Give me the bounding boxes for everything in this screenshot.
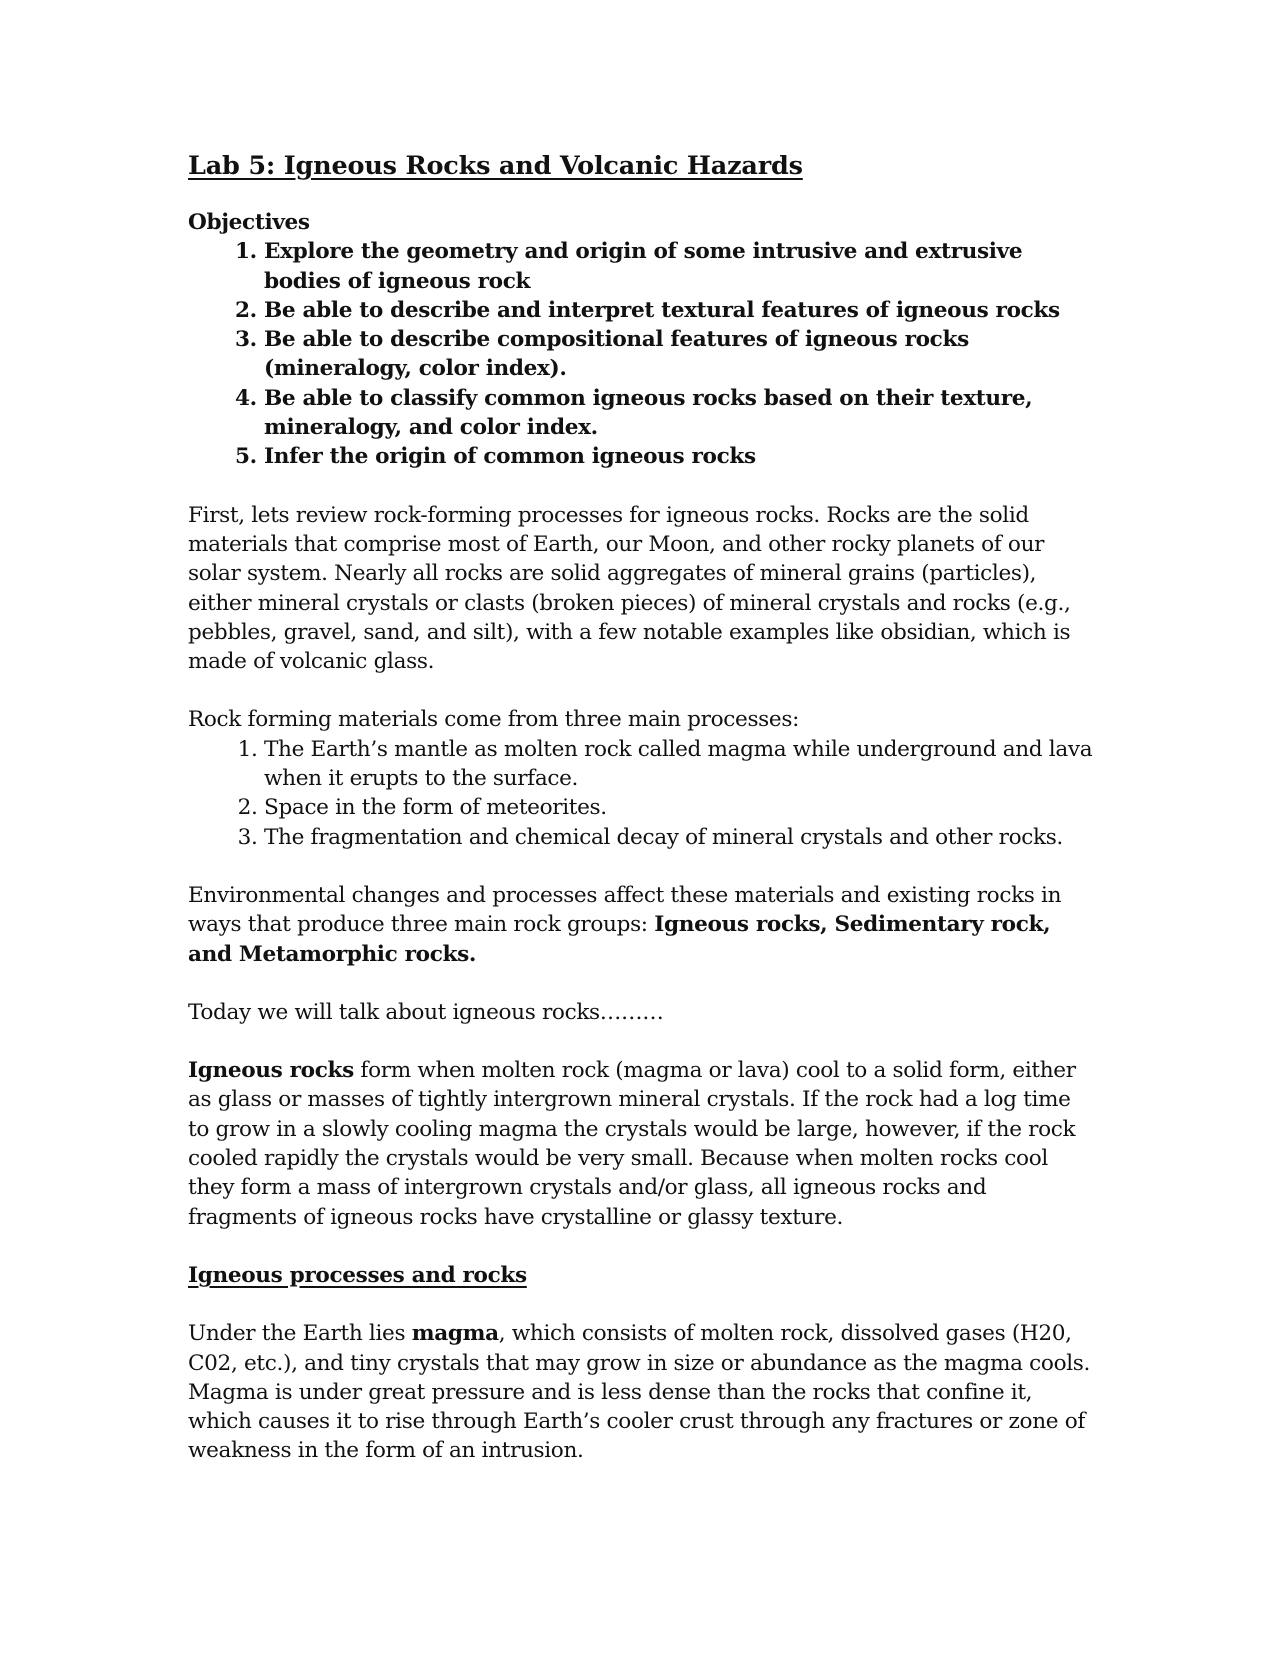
processes-list [188, 735, 1098, 852]
list-item: 5. Infer the origin of common igneous rocks [264, 442, 1098, 471]
environment-text: Environmental changes and processes affect these materials and existing rocks in ways that produce three main rock groups: [188, 882, 1062, 938]
environment-paragraph [188, 881, 1098, 969]
list-item: 4. Be able to classify common igneous rocks based on their texture, mineralogy, and color index. [264, 384, 1098, 443]
today-paragraph: Today we will talk about igneous rocks……… [188, 999, 664, 1025]
list-item: 2. Space in the form of meteorites. [264, 793, 1098, 822]
igneous-rocks-bold: Igneous rocks [188, 1058, 354, 1084]
magma-text-before: Under the Earth lies [188, 1321, 412, 1347]
list-item: 3. Be able to describe compositional features of igneous rocks (mineralogy, color index). [264, 325, 1098, 384]
list-item: 1. Explore the geometry and origin of some intrusive and extrusive bodies of igneous rock [264, 237, 1098, 296]
list-item: 3. The fragmentation and chemical decay of mineral crystals and other rocks. [264, 823, 1098, 852]
processes-lead: Rock forming materials come from three main processes: [188, 707, 799, 733]
document-page [188, 150, 1098, 1466]
objectives-list [188, 237, 1098, 471]
magma-paragraph [188, 1319, 1098, 1465]
list-item: 2. Be able to describe and interpret textural features of igneous rocks [264, 296, 1098, 325]
list-item: 1. The Earth’s mantle as molten rock called magma while underground and lava when it erupts to the surface. [264, 735, 1098, 794]
objectives-heading: Objectives [188, 210, 310, 235]
magma-text-after: , which consists of molten rock, dissolved gases (H20, C02, etc.), and tiny crystals that may grow in size or abundance as the magma cools. Magma is under great pressure and is less dense than the rocks that confine it, which causes it to rise through Earth’s cooler crust through any fractures or zone of weakness in the form of an intrusion. [188, 1321, 1091, 1464]
rock-groups-bold: Igneous rocks, Sedimentary rock, and Metamorphic rocks. [188, 912, 1051, 967]
section-heading: Igneous processes and rocks [188, 1262, 527, 1288]
igneous-paragraph [188, 1056, 1098, 1232]
intro-paragraph: First, lets review rock-forming processes for igneous rocks. Rocks are the solid materials that comprise most of Earth, our Moon, and other rocky planets of our solar system. Nearly all rocks are solid aggregates of mineral grains (particles), either mineral crystals or clasts (broken pieces) of mineral crystals and rocks (e.g., pebbles, gravel, sand, and silt), with a few notable examples like obsidian, which is made of volcanic glass. [188, 502, 1071, 675]
igneous-text: form when molten rock (magma or lava) cool to a solid form, either as glass or masses of tightly intergrown mineral crystals. If the rock had a log time to grow in a slowly cooling magma the crystals would be large, however, if the rock cooled rapidly the crystals would be very small. Because when molten rocks cool they form a mass of intergrown crystals and/or glass, all igneous rocks and fragments of igneous rocks have crystalline or glassy texture. [188, 1058, 1076, 1230]
magma-bold: magma [411, 1321, 499, 1347]
document-title: Lab 5: Igneous Rocks and Volcanic Hazards [188, 151, 803, 181]
